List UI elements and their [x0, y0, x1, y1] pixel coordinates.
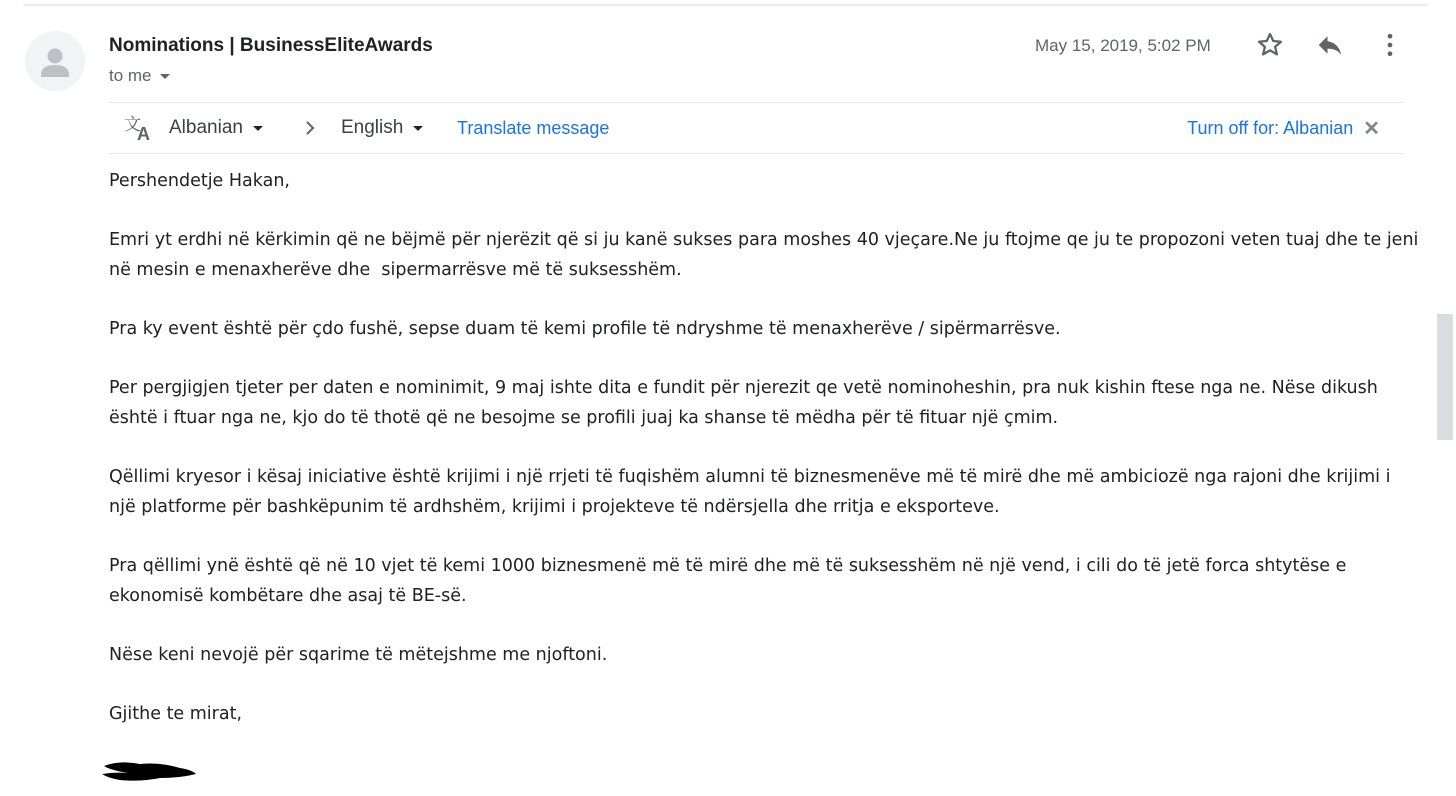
reply-button[interactable]	[1315, 30, 1345, 60]
close-icon[interactable]: ✕	[1363, 117, 1380, 140]
closing-paragraph: Gjithe te mirat,	[109, 704, 243, 724]
translate-icon-wrap	[123, 103, 155, 153]
greeting-paragraph: Pershendetje Hakan,	[109, 171, 290, 191]
turn-off-translation-link[interactable]: Turn off for: Albanian	[1187, 117, 1354, 138]
target-language-label: English	[341, 117, 404, 138]
sender-name[interactable]: Nominations | BusinessEliteAwards	[109, 35, 433, 56]
scrollbar-thumb[interactable]	[1437, 314, 1453, 440]
turn-off-group	[1187, 103, 1380, 153]
recipient-label: to me	[109, 66, 152, 85]
message-timestamp: May 15, 2019, 5:02 PM	[1035, 36, 1211, 55]
body-paragraph: Per pergjigjen tjeter per daten e nominimit, 9 maj ishte dita e fundit për njerezit qe vetë nominoheshin, pra nuk kishin ftese nga ne. Nëse dikush është i ftuar nga ne, kjo do të thotë që ne besojme se profili juaj ka shanse të mëdha për të fituar një çmim.	[109, 378, 1384, 428]
translate-message-link[interactable]: Translate message	[457, 117, 610, 138]
chevron-right-icon-wrap	[303, 103, 317, 153]
chevron-down-icon[interactable]	[160, 74, 170, 79]
more-vert-icon	[1375, 30, 1405, 60]
svg-text:文: 文	[124, 115, 141, 135]
reply-icon	[1315, 30, 1345, 60]
message-body	[109, 166, 1424, 729]
translate-icon	[123, 113, 155, 143]
toolbar-divider	[24, 0, 1428, 5]
body-paragraph: Nëse keni nevojë për sqarime të mëtejshme me njoftoni.	[109, 645, 608, 665]
redacted-signature	[100, 758, 200, 793]
star-button[interactable]	[1255, 30, 1285, 60]
body-paragraph: Emri yt erdhi në kërkimin që ne bëjmë për njerëzit që si ju kanë sukses para moshes 40 vjeçare.Ne ju ftojme qe ju te propozoni veten tuaj dhe te jeni në mesin e menaxherëve dhe sipermarrësve më të suksesshëm.	[109, 230, 1424, 280]
sender-avatar[interactable]	[25, 31, 85, 91]
chevron-right-icon	[303, 119, 317, 137]
person-icon	[25, 31, 85, 91]
target-language-select[interactable]	[341, 103, 423, 153]
star-outline-icon	[1255, 30, 1285, 60]
chevron-down-icon	[413, 126, 423, 131]
body-paragraph: Pra qëllimi ynë është që në 10 vjet të kemi 1000 biznesmenë më të mirë dhe më të suksesshëm në një vend, i cili do të jetë forca shtytëse e ekonomisë kombëtare dhe asaj të BE-së.	[109, 556, 1352, 606]
source-language-label: Albanian	[169, 117, 243, 138]
svg-text:A: A	[137, 124, 150, 143]
more-options-button[interactable]	[1375, 30, 1405, 60]
source-language-select[interactable]	[169, 103, 263, 153]
translate-bar	[109, 102, 1404, 154]
translate-link-wrap	[457, 103, 609, 153]
body-paragraph: Qëllimi kryesor i kësaj iniciative është krijimi i një rrjeti të fuqishëm alumni të biznesmenëve më të mirë dhe më ambiciozë nga rajoni dhe krijimi i një platforme për bashkëpunim të ardhshëm, krijimi i projekteve të ndërsjella dhe rritja e eksporteve.	[109, 467, 1397, 517]
body-paragraph: Pra ky event është për çdo fushë, sepse duam të kemi profile të ndryshme të menaxherëve / sipërmarrësve.	[109, 319, 1061, 339]
recipient-details[interactable]	[109, 66, 170, 86]
chevron-down-icon	[253, 126, 263, 131]
